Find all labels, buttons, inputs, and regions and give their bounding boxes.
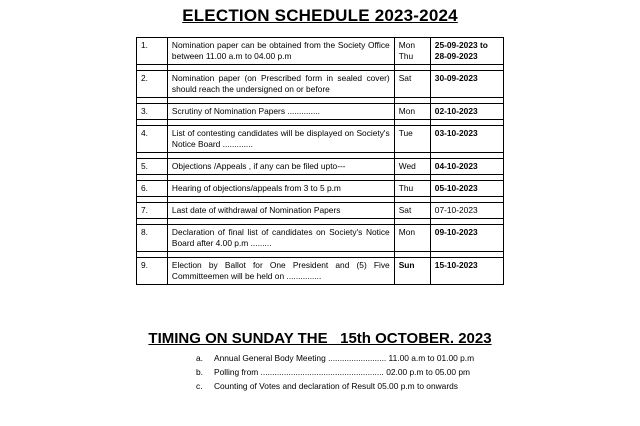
row-date: 04-10-2023 — [430, 159, 503, 175]
list-item-letter: b. — [196, 367, 203, 377]
row-day: Wed — [394, 159, 430, 175]
row-number: 6. — [137, 181, 168, 197]
row-date: 30-09-2023 — [430, 71, 503, 98]
row-description: Declaration of final list of candidates on Society's Notice Board after 4.00 p.m ......... — [167, 225, 394, 252]
row-description: List of contesting candidates will be displayed on Society's Notice Board ............. — [167, 126, 394, 153]
row-description: Scrutiny of Nomination Papers .............. — [167, 104, 394, 120]
row-number: 7. — [137, 203, 168, 219]
list-item — [196, 351, 474, 365]
table-row — [137, 38, 504, 65]
row-date: 07-10-2023 — [430, 203, 503, 219]
page-title: ELECTION SCHEDULE 2023-2024 — [182, 6, 458, 25]
list-item-text: Annual General Body Meeting ......................... 11.00 a.m to 01.00 p.m — [214, 353, 475, 363]
row-number: 1. — [137, 38, 168, 65]
row-day: Thu — [394, 181, 430, 197]
row-day: Sun — [394, 258, 430, 285]
table-row — [137, 181, 504, 197]
list-item — [196, 365, 474, 379]
row-number: 3. — [137, 104, 168, 120]
table-row — [137, 258, 504, 285]
row-description: Last date of withdrawal of Nomination Papers — [167, 203, 394, 219]
row-date: 05-10-2023 — [430, 181, 503, 197]
list-item-text: Counting of Votes and declaration of Result 05.00 p.m to onwards — [214, 381, 458, 391]
list-item-letter: c. — [196, 381, 203, 391]
table-row — [137, 203, 504, 219]
row-number: 2. — [137, 71, 168, 98]
row-day: Mon — [394, 104, 430, 120]
schedule-table — [136, 37, 504, 285]
row-date: 25-09-2023 to 28-09-2023 — [430, 38, 503, 65]
row-day: Mon — [394, 225, 430, 252]
row-date: 02-10-2023 — [430, 104, 503, 120]
table-row — [137, 71, 504, 98]
row-day: Mon Thu — [394, 38, 430, 65]
row-date: 15-10-2023 — [430, 258, 503, 285]
row-description: Nomination paper can be obtained from the Society Office between 11.00 a.m to 04.00 p.m — [167, 38, 394, 65]
row-day: Sat — [394, 203, 430, 219]
table-row — [137, 104, 504, 120]
timing-list — [196, 351, 474, 393]
row-number: 5. — [137, 159, 168, 175]
timing-title: TIMING ON SUNDAY THE _15th OCTOBER. 2023 — [148, 330, 492, 347]
row-description: Nomination paper (on Prescribed form in sealed cover) should reach the undersigned on or before — [167, 71, 394, 98]
list-item-text: Polling from ..................................................... 02.00 p.m to 05.00 pm — [214, 367, 470, 377]
row-date: 03-10-2023 — [430, 126, 503, 153]
row-number: 9. — [137, 258, 168, 285]
row-description: Election by Ballot for One President and (5) Five Committeemen will be held on ............... — [167, 258, 394, 285]
row-description: Hearing of objections/appeals from 3 to 5 p.m — [167, 181, 394, 197]
row-number: 8. — [137, 225, 168, 252]
row-description: Objections /Appeals , if any can be filed upto--- — [167, 159, 394, 175]
row-number: 4. — [137, 126, 168, 153]
row-day: Sat — [394, 71, 430, 98]
row-day: Tue — [394, 126, 430, 153]
row-date: 09-10-2023 — [430, 225, 503, 252]
table-row — [137, 126, 504, 153]
table-row — [137, 159, 504, 175]
list-item-letter: a. — [196, 353, 203, 363]
table-row — [137, 225, 504, 252]
list-item — [196, 379, 474, 393]
